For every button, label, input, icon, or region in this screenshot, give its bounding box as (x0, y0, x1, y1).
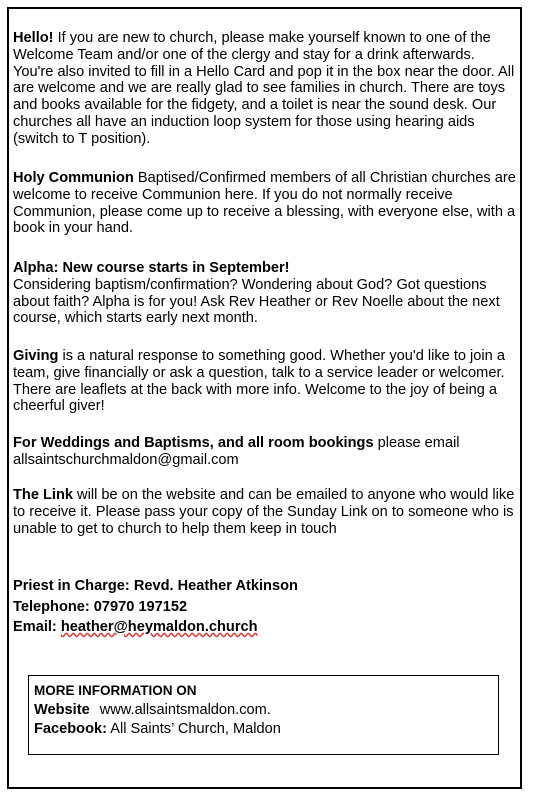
giving-paragraph (13, 348, 518, 415)
more-info-box (28, 675, 499, 755)
hello-text: If you are new to church, please make yourself known to one of the Welcome Team and/or one of the clergy and stay for a drink afterwards. You're also invited to fill in a Hello Card and pop it in the box near the door. All are welcome and we are really glad to see families in church. There are toys and books available for the fidgety, and a toilet is near the sound desk. Our churches all have an induction loop system for those using hearing aids (switch to T position). (13, 30, 515, 147)
giving-heading: Giving (13, 348, 59, 364)
alpha-paragraph (13, 260, 518, 327)
weddings-paragraph (13, 435, 518, 469)
website-link[interactable]: www.allsaintsmaldon.com. (99, 701, 271, 718)
priest-line: Priest in Charge: Revd. Heather Atkinson (13, 578, 298, 594)
website-label: Website (34, 701, 90, 718)
giving-text: is a natural response to something good. Whether you'd like to join a team, give financially or ask a question, talk to a service leader or welcomer. There are leaflets at the back with more info. Welcome to the joy of being a cheerful giver! (13, 348, 505, 415)
communion-heading: Holy Communion (13, 170, 134, 186)
communion-paragraph (13, 170, 518, 237)
more-info-heading: MORE INFORMATION ON (34, 683, 197, 698)
facebook-label: Facebook: (34, 721, 107, 737)
link-paragraph (13, 487, 518, 537)
hello-heading: Hello! (13, 30, 54, 46)
weddings-heading: For Weddings and Baptisms, and all room bookings (13, 435, 374, 451)
hello-paragraph (13, 30, 518, 148)
contact-block (13, 576, 518, 638)
facebook-line (34, 720, 498, 740)
email-label: Email: (13, 619, 61, 635)
alpha-text: Considering baptism/confirmation? Wondering about God? Got questions about faith? Alpha is for you! Ask Rev Heather or Rev Noelle about the next course, which starts early next month. (13, 276, 500, 327)
communion-text: Baptised/Confirmed members of all Christian churches are welcome to receive Communion here. If you do not normally receive Communion, please come up to receive a blessing, with everyone else, with a book in your hand. (13, 170, 516, 237)
link-text: will be on the website and can be emailed to anyone who would like to receive it. Please pass your copy of the Sunday Link on to someone who is unable to get to church to help them keep in touch (13, 487, 515, 537)
facebook-value[interactable]: All Saints’ Church, Maldon (106, 721, 281, 737)
link-heading: The Link (13, 487, 73, 503)
email-link[interactable]: heather@heymaldon.church (60, 619, 258, 635)
weddings-text: please email allsaintschurchmaldon@gmail.com (13, 435, 460, 468)
website-line (34, 701, 498, 721)
telephone-line: Telephone: 07970 197152 (13, 598, 188, 615)
alpha-heading: Alpha: New course starts in September! (13, 260, 290, 276)
